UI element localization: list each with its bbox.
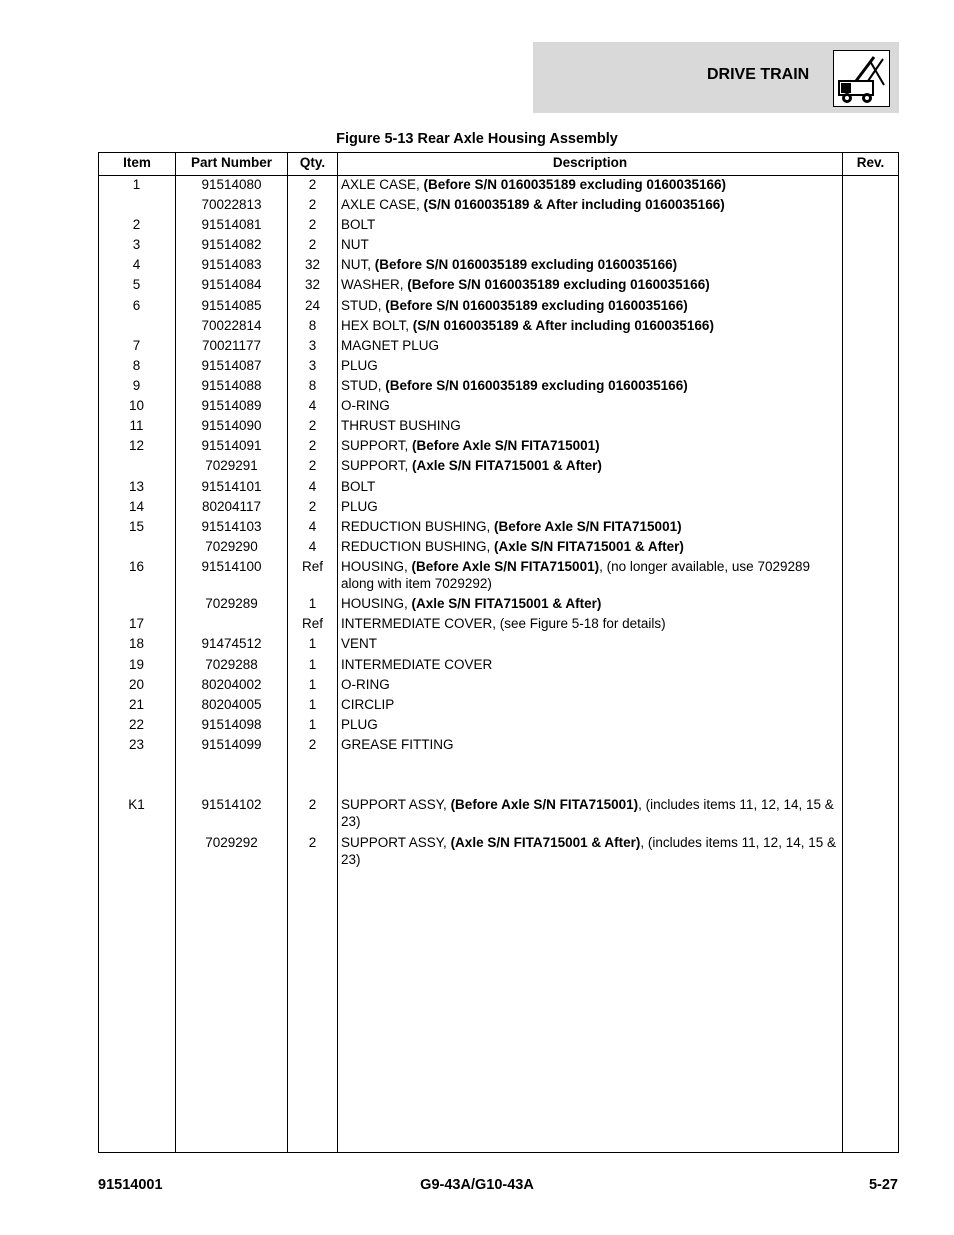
quantity: Ref [301, 616, 323, 631]
description-extra: , (includes items 11, 12, 14, 15 & 23) [341, 797, 834, 829]
table-row [0, 377, 954, 397]
description-serial-note: (Before S/N 0160035189 excluding 0160035166) [385, 378, 688, 393]
part-number: 91514102 [201, 797, 262, 812]
table-row [0, 176, 954, 196]
part-number: 91514099 [201, 737, 262, 752]
part-number: 91514100 [201, 559, 262, 574]
quantity: 2 [308, 217, 317, 232]
part-number: 91514090 [201, 418, 262, 433]
quantity: 3 [308, 338, 317, 353]
description-text: INTERMEDIATE COVER, (see Figure 5-18 for details) [341, 616, 666, 631]
description-serial-note: (Axle S/N FITA715001 & After) [450, 835, 641, 850]
item-number: 6 [132, 298, 141, 313]
table-row [0, 736, 954, 796]
description [341, 498, 837, 515]
description [341, 297, 837, 314]
part-number: 91514081 [201, 217, 262, 232]
description-text: WASHER, [341, 277, 408, 292]
table-row [0, 615, 954, 635]
table-row [0, 834, 954, 871]
description-text: STUD, [341, 298, 386, 313]
quantity: Ref [301, 559, 323, 574]
description-serial-note: (Before S/N 0160035189 excluding 0160035166) [385, 298, 688, 313]
part-number: 91514082 [201, 237, 262, 252]
table-row [0, 716, 954, 736]
table-row [0, 357, 954, 377]
description-text: HOUSING, [341, 596, 412, 611]
column-header-qty: Qty. [299, 155, 326, 170]
description [341, 437, 837, 454]
item-number: 17 [128, 616, 145, 631]
table-row [0, 317, 954, 337]
table-row [0, 696, 954, 716]
quantity: 8 [308, 378, 317, 393]
item-number: 11 [129, 418, 144, 433]
description-text: REDUCTION BUSHING, [341, 519, 495, 534]
part-number: 70022813 [201, 197, 262, 212]
description-text: SUPPORT, [341, 458, 413, 473]
part-number: 70022814 [201, 318, 262, 333]
quantity: 2 [308, 438, 317, 453]
description-serial-note: (Before Axle S/N FITA715001) [450, 797, 639, 812]
part-number: 80204005 [201, 697, 262, 712]
part-number: 91514084 [201, 277, 262, 292]
item-number: 23 [128, 737, 145, 752]
quantity: 4 [308, 479, 317, 494]
table-row [0, 635, 954, 656]
description-text: THRUST BUSHING [341, 418, 461, 433]
item-number: 21 [128, 697, 145, 712]
item-number: 14 [128, 499, 145, 514]
parts-table-body [0, 176, 954, 871]
description [341, 736, 837, 753]
table-row [0, 538, 954, 558]
part-number: 91514103 [201, 519, 262, 534]
table-row [0, 558, 954, 595]
quantity: 2 [308, 458, 317, 473]
part-number: 70021177 [201, 338, 262, 353]
quantity: 3 [308, 358, 317, 373]
part-number: 91514101 [201, 479, 262, 494]
quantity: 8 [308, 318, 317, 333]
description-text: INTERMEDIATE COVER [341, 657, 493, 672]
description-text: HEX BOLT, [341, 318, 413, 333]
footer-model: G9-43A/G10-43A [420, 1177, 534, 1193]
description [341, 696, 837, 713]
table-row [0, 216, 954, 236]
description [341, 635, 837, 652]
part-number: 7029288 [205, 657, 258, 672]
item-number: 15 [128, 519, 145, 534]
description-serial-note: (S/N 0160035189 & After including 0160035166) [412, 318, 714, 333]
item-number: 4 [132, 257, 141, 272]
description-text: PLUG [341, 358, 378, 373]
description-text: PLUG [341, 499, 378, 514]
item-number: 7 [132, 338, 141, 353]
telehandler-icon [833, 50, 890, 107]
quantity: 4 [308, 539, 317, 554]
part-number: 80204002 [201, 677, 262, 692]
column-header-rev: Rev. [856, 155, 885, 170]
table-row [0, 297, 954, 317]
description [341, 276, 837, 293]
part-number: 7029292 [205, 835, 258, 850]
description [341, 558, 837, 592]
description-text: HOUSING, [341, 559, 412, 574]
description-serial-note: (Before S/N 0160035189 excluding 0160035166) [374, 257, 678, 272]
item-number: 20 [128, 677, 145, 692]
column-header-item: Item [123, 155, 151, 170]
description [341, 176, 837, 193]
item-number: 22 [128, 717, 145, 732]
table-row [0, 478, 954, 498]
description-text: VENT [341, 636, 378, 651]
description-serial-note: (Before Axle S/N FITA715001) [494, 519, 682, 534]
item-number: 8 [132, 358, 141, 373]
part-number: 91514080 [201, 177, 262, 192]
part-number: 91514089 [201, 398, 262, 413]
part-number: 7029290 [205, 539, 258, 554]
table-row [0, 437, 954, 457]
description-serial-note: (Before Axle S/N FITA715001) [411, 559, 600, 574]
description-text: REDUCTION BUSHING, [341, 539, 495, 554]
description-serial-note: (Axle S/N FITA715001 & After) [411, 596, 602, 611]
table-row [0, 498, 954, 518]
table-row [0, 676, 954, 696]
part-number: 91514088 [201, 378, 262, 393]
quantity: 32 [304, 277, 321, 292]
description-text: O-RING [341, 677, 390, 692]
description [341, 236, 837, 253]
table-row [0, 796, 954, 834]
table-row [0, 656, 954, 676]
table-row [0, 518, 954, 538]
description [341, 417, 837, 434]
description [341, 834, 837, 868]
quantity: 2 [308, 237, 317, 252]
part-number: 91514083 [201, 257, 262, 272]
description [341, 377, 837, 394]
item-number: 13 [128, 479, 145, 494]
description [341, 337, 837, 354]
footer-part-number: 91514001 [98, 1177, 163, 1193]
table-row [0, 457, 954, 478]
table-row [0, 236, 954, 256]
table-row [0, 397, 954, 417]
quantity: 1 [308, 677, 317, 692]
quantity: 2 [308, 418, 317, 433]
part-number: 91514087 [201, 358, 262, 373]
part-number: 91474512 [201, 636, 262, 651]
description-serial-note: (Axle S/N FITA715001 & After) [412, 458, 602, 473]
quantity: 2 [308, 737, 317, 752]
part-number: 80204117 [201, 499, 262, 514]
description-text: SUPPORT ASSY, [341, 797, 451, 812]
quantity: 1 [308, 657, 317, 672]
item-number: 12 [128, 438, 145, 453]
table-row [0, 417, 954, 437]
description-text: CIRCLIP [341, 697, 395, 712]
quantity: 2 [308, 797, 317, 812]
table-row [0, 595, 954, 615]
description-text: NUT, [341, 257, 375, 272]
item-number: 19 [128, 657, 145, 672]
description-text: STUD, [341, 378, 386, 393]
description [341, 216, 837, 233]
quantity: 1 [308, 596, 317, 611]
table-row [0, 256, 954, 276]
table-row [0, 196, 954, 216]
description [341, 716, 837, 733]
part-number: 91514098 [201, 717, 262, 732]
description-text: SUPPORT ASSY, [341, 835, 451, 850]
part-number: 7029291 [205, 458, 258, 473]
description [341, 518, 837, 535]
description-serial-note: (Axle S/N FITA715001 & After) [494, 539, 684, 554]
description [341, 676, 837, 693]
description-text: SUPPORT, [341, 438, 413, 453]
item-number: 3 [132, 237, 141, 252]
description [341, 796, 837, 830]
table-row [0, 337, 954, 357]
description-text: O-RING [341, 398, 390, 413]
quantity: 2 [308, 499, 317, 514]
description [341, 397, 837, 414]
quantity: 4 [308, 519, 317, 534]
column-header-part-number: Part Number [190, 155, 273, 170]
description [341, 656, 837, 673]
description [341, 538, 837, 555]
description-text: AXLE CASE, [341, 197, 424, 212]
quantity: 2 [308, 835, 317, 850]
part-number: 91514085 [201, 298, 262, 313]
description-text: BOLT [341, 217, 376, 232]
description [341, 595, 837, 612]
part-number: 91514091 [201, 438, 262, 453]
description [341, 615, 837, 632]
part-number: 7029289 [205, 596, 258, 611]
figure-title: Figure 5-13 Rear Axle Housing Assembly [336, 131, 618, 147]
section-title: DRIVE TRAIN [707, 66, 810, 83]
description-text: AXLE CASE, [341, 177, 424, 192]
description-text: PLUG [341, 717, 378, 732]
item-number: 9 [132, 378, 141, 393]
description-text: GREASE FITTING [341, 737, 454, 752]
quantity: 2 [308, 197, 317, 212]
item-number: 5 [132, 277, 141, 292]
description [341, 478, 837, 495]
column-header-description: Description [552, 155, 628, 170]
description-text: MAGNET PLUG [341, 338, 440, 353]
description [341, 256, 837, 273]
description-text: BOLT [341, 479, 376, 494]
quantity: 32 [304, 257, 321, 272]
description-extra: , (no longer available, use 7029289 along with item 7029292) [341, 559, 810, 591]
description-extra: , (includes items 11, 12, 14, 15 & 23) [341, 835, 836, 867]
description [341, 317, 837, 334]
item-number: 1 [132, 177, 141, 192]
description-serial-note: (Before S/N 0160035189 excluding 0160035166) [423, 177, 726, 192]
description [341, 196, 837, 213]
quantity: 1 [308, 697, 317, 712]
quantity: 1 [308, 717, 317, 732]
description-serial-note: (S/N 0160035189 & After including 0160035166) [423, 197, 725, 212]
quantity: 2 [308, 177, 317, 192]
description-serial-note: (Before S/N 0160035189 excluding 0160035166) [407, 277, 710, 292]
description-serial-note: (Before Axle S/N FITA715001) [412, 438, 600, 453]
description [341, 357, 837, 374]
item-number: 10 [128, 398, 145, 413]
item-number: 2 [132, 217, 141, 232]
footer-page-number: 5-27 [868, 1177, 898, 1193]
item-number: 16 [128, 559, 145, 574]
quantity: 24 [304, 298, 321, 313]
description [341, 457, 837, 474]
item-number: K1 [128, 797, 145, 812]
quantity: 4 [308, 398, 317, 413]
item-number: 18 [128, 636, 145, 651]
description-text: NUT [341, 237, 369, 252]
quantity: 1 [308, 636, 317, 651]
table-row [0, 276, 954, 297]
